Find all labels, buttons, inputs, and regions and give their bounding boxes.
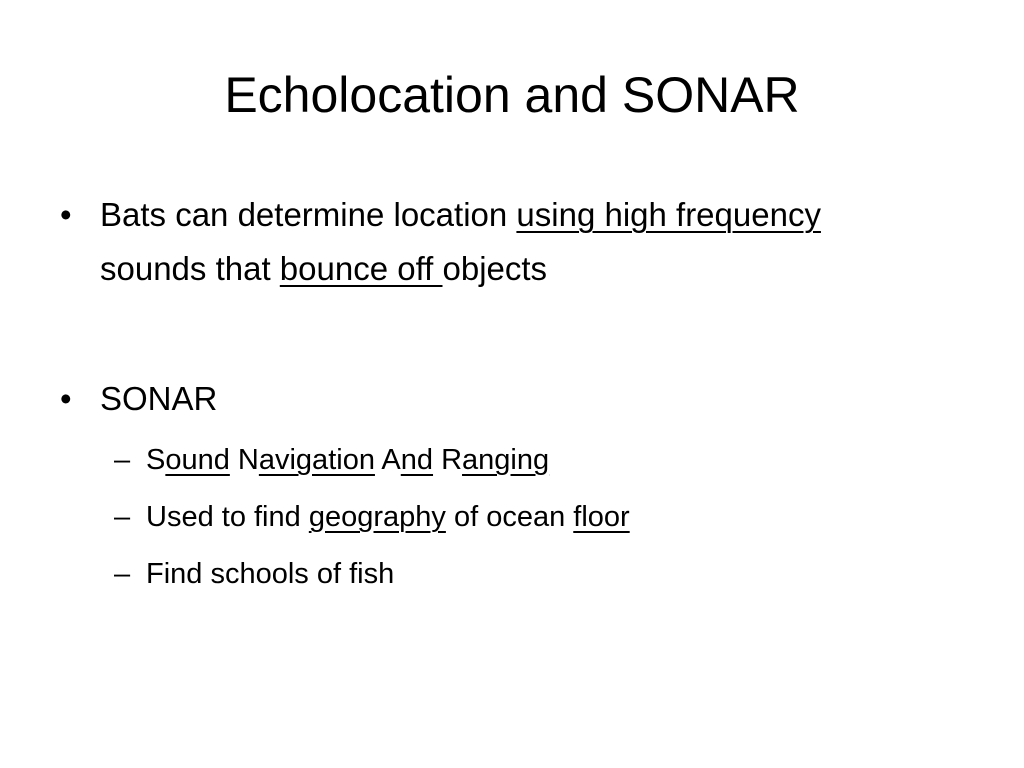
subbullet-item-geography <box>114 497 906 537</box>
subbullet-item-acronym <box>114 440 906 480</box>
bullet-text-segment: objects <box>442 250 548 287</box>
underlined-term: ound <box>165 444 230 476</box>
dash-marker: – <box>114 444 131 476</box>
bullet-item-sonar <box>60 372 900 426</box>
underlined-term: floor <box>573 501 630 533</box>
underlined-term: using high frequency <box>516 196 821 233</box>
bullet-text: SONAR <box>100 380 218 417</box>
underlined-term: anging <box>462 444 550 476</box>
slide-title: Echolocation and SONAR <box>224 67 800 123</box>
dash-marker: – <box>114 558 131 590</box>
subbullet-text-segment: N <box>229 444 259 476</box>
underlined-term: bounce off <box>279 250 443 287</box>
dash-marker: – <box>114 501 131 533</box>
bullet-text-segment: Bats can determine location <box>100 196 517 233</box>
subbullet-text-segment: S <box>146 444 166 476</box>
bullet-item-bats <box>60 188 900 296</box>
bullet-marker: • <box>60 380 72 417</box>
subbullet-text-segment: A <box>374 444 401 476</box>
subbullet-text-segment: of ocean <box>445 501 574 533</box>
bullet-marker: • <box>60 196 72 233</box>
subbullet-text-segment: Used to find <box>146 501 309 533</box>
underlined-term: nd <box>400 444 434 476</box>
bullet-text-segment: sounds that <box>100 250 280 287</box>
underlined-term: avigation <box>258 444 375 476</box>
subbullet-text-segment: Find schools of fish <box>146 558 395 590</box>
underlined-term: geography <box>308 501 446 533</box>
subbullet-text-segment: R <box>433 444 463 476</box>
subbullet-item-fish <box>114 554 906 594</box>
